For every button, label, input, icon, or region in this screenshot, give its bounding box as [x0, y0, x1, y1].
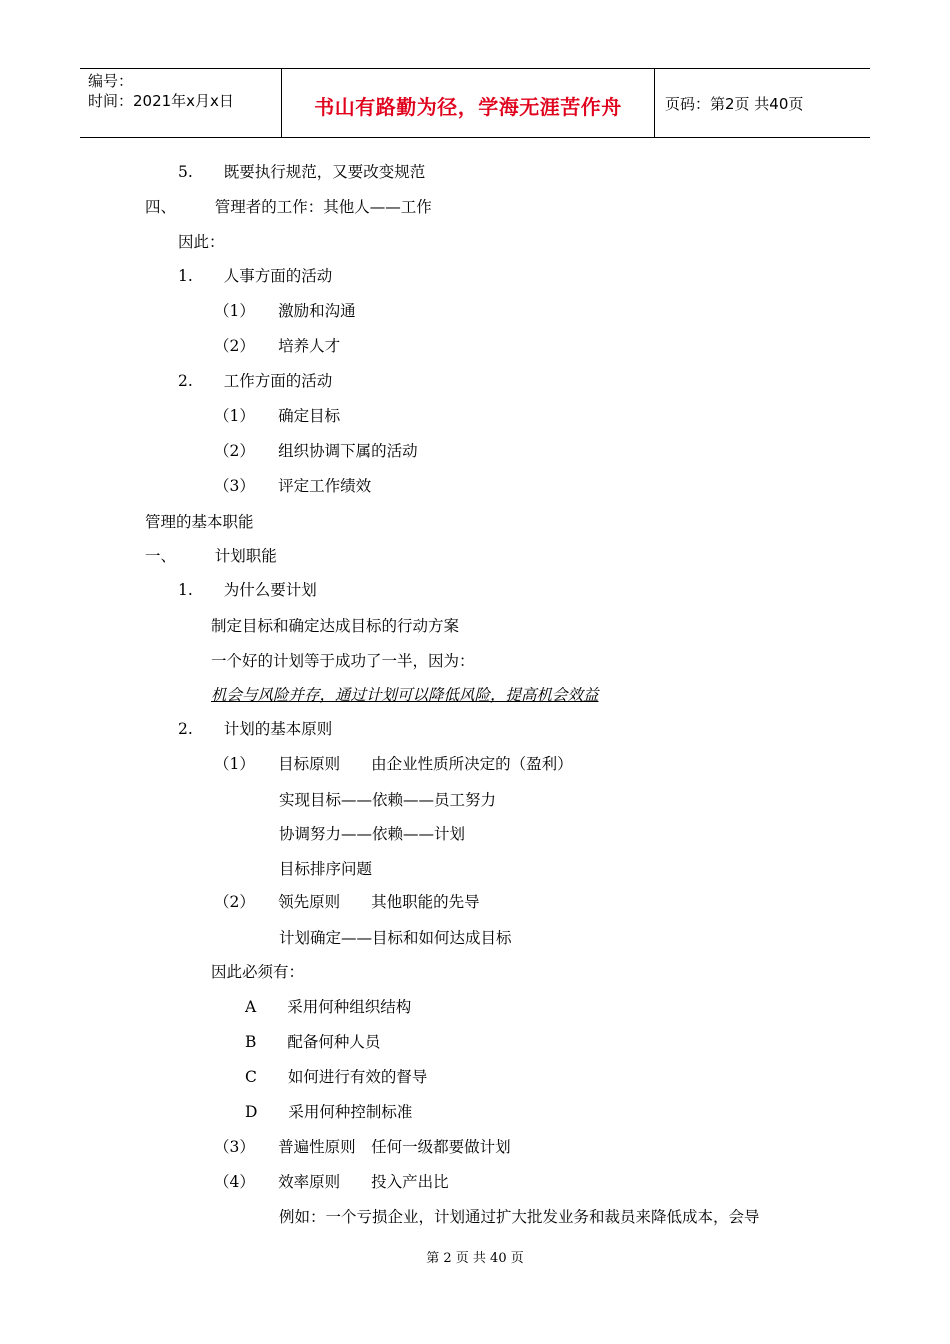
text-line: 一个好的计划等于成功了一半，因为： [211, 652, 475, 670]
text-line: 5. 既要执行规范，又要改变规范 [178, 163, 426, 181]
text-line: 目标排序问题 [279, 860, 373, 878]
text-line: （1） 确定目标 [214, 407, 341, 425]
text-line: 因此： [178, 233, 225, 251]
text-line: 协调努力——依赖——计划 [279, 825, 466, 843]
text-line: A 采用何种组织结构 [245, 998, 412, 1016]
text-line: 1. 人事方面的活动 [178, 267, 333, 285]
text-line: 2. 工作方面的活动 [178, 372, 333, 390]
text-line: B 配备何种人员 [245, 1033, 381, 1051]
text-line: 例如：一个亏损企业，计划通过扩大批发业务和裁员来降低成本，会导 [279, 1208, 760, 1226]
text-line: D 采用何种控制标准 [245, 1103, 413, 1121]
text-line: （4） 效率原则 投入产出比 [214, 1173, 449, 1191]
text-line: （2） 组织协调下属的活动 [214, 442, 418, 460]
text-line: 1. 为什么要计划 [178, 581, 317, 599]
text-line: （1） 目标原则 由企业性质所决定的（盈利） [214, 755, 573, 773]
page-footer: 第 2 页 共 40 页 [426, 1251, 524, 1266]
text-line: 因此必须有： [211, 963, 305, 981]
text-line: 机会与风险并存，通过计划可以降低风险，提高机会效益 [211, 686, 599, 704]
text-line: 管理的基本职能 [145, 513, 254, 531]
text-line: 2. 计划的基本原则 [178, 720, 333, 738]
number-label: 编号： [88, 72, 134, 90]
header-page-label: 页码：第2页 共40页 [665, 95, 804, 113]
text-line: 实现目标——依赖——员工努力 [279, 791, 497, 809]
text-line: （2） 领先原则 其他职能的先导 [214, 893, 480, 911]
text-line: C 如何进行有效的督导 [245, 1068, 428, 1086]
text-line: （2） 培养人才 [214, 337, 341, 355]
text-line: 一、 计划职能 [145, 547, 277, 565]
header-divider [654, 69, 655, 137]
text-line: 四、 管理者的工作：其他人——工作 [145, 198, 432, 216]
time-label: 时间：2021年x月x日 [88, 92, 234, 110]
text-line: 制定目标和确定达成目标的行动方案 [211, 617, 460, 635]
text-line: （1） 激励和沟通 [214, 302, 356, 320]
text-line: 计划确定——目标和如何达成目标 [279, 929, 512, 947]
text-line: （3） 评定工作绩效 [214, 477, 372, 495]
header-motto: 书山有路勤为径，学海无涯苦作舟 [314, 95, 622, 119]
header-meta [88, 71, 234, 111]
text-line: （3） 普遍性原则 任何一级都要做计划 [214, 1138, 511, 1156]
page-header [80, 68, 870, 138]
